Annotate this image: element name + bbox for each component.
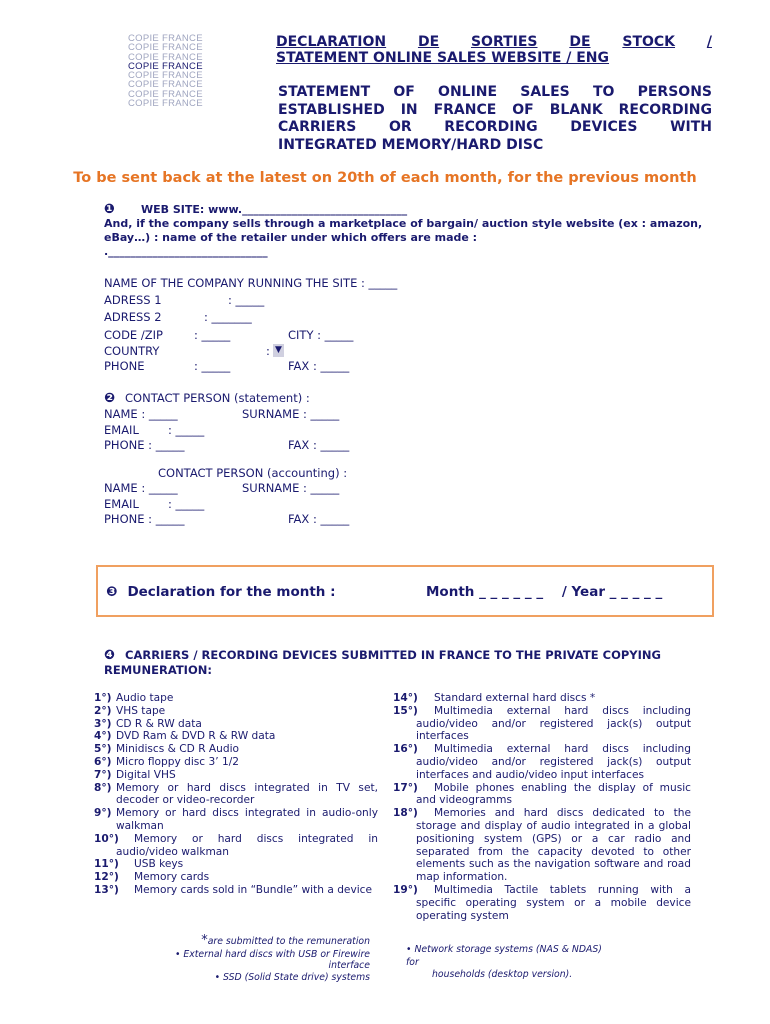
footnote-left [140, 935, 370, 984]
section-1-website [104, 203, 734, 259]
title-word: DECLARATION [276, 34, 387, 50]
accounting-name-field[interactable]: NAME : _____ [104, 481, 178, 495]
list-item [393, 743, 691, 781]
document-title [276, 34, 712, 66]
section-4-number: ❹ [104, 648, 116, 663]
item-number: 15°) [393, 704, 418, 717]
item-text: DVD Ram & DVD R & RW data [116, 730, 276, 743]
item-text: Audio tape [116, 692, 174, 704]
item-number: 12°) [94, 871, 119, 884]
title-word: DE [417, 34, 440, 50]
item-number: 8°) [94, 781, 112, 794]
logo-line: COPIE FRANCE [128, 42, 203, 54]
list-item [94, 807, 378, 833]
list-item [393, 782, 691, 808]
item-number: 16°) [393, 743, 418, 756]
item-number: 3°) [94, 717, 112, 730]
address1-field[interactable]: : _____ [228, 293, 265, 307]
country-dropdown[interactable]: ▼ [275, 345, 282, 355]
city-field[interactable]: CITY : _____ [288, 328, 354, 342]
item-text: Minidiscs & CD R Audio [116, 743, 240, 756]
item-number: 4°) [94, 730, 112, 743]
item-text: Micro floppy disc 3’ 1/2 [116, 755, 240, 768]
contact-name-field[interactable]: NAME : _____ [104, 407, 178, 421]
item-number: 9°) [94, 807, 112, 820]
marketplace-text: And, if the company sells through a marketplace of bargain/ auction style website (ex : amazon, eBay…) : name of the retailer under which offers are made : [104, 217, 703, 244]
contact-surname-field[interactable]: SURNAME : _____ [242, 407, 340, 421]
section-3-number: ❸ [106, 584, 118, 600]
zip-field[interactable]: : _____ [194, 328, 231, 342]
item-text: Mobile phones enabling the display of music and videogramms [416, 781, 691, 807]
item-text: Memory cards sold in “Bundle” with a device [134, 883, 373, 896]
list-item [393, 705, 691, 743]
contact-email-label: EMAIL [104, 423, 139, 437]
item-number: 17°) [393, 781, 418, 794]
item-number: 1°) [94, 692, 112, 704]
website-field[interactable]: WEB SITE: www.______________________________ [141, 203, 408, 216]
deadline-notice: To be sent back at the latest on 20th of each month, for the previous month [73, 170, 697, 186]
subtitle-line: CARRIERS OR RECORDING DEVICES WITH [278, 119, 712, 135]
accounting-fax-field[interactable]: FAX : _____ [288, 512, 350, 526]
item-number: 7°) [94, 768, 112, 781]
list-item [94, 705, 378, 718]
title-word: DE [569, 34, 591, 50]
item-text: Standard external hard discs * [434, 692, 596, 704]
logo-line: COPIE FRANCE [128, 33, 203, 44]
website-row [104, 203, 734, 217]
item-text: Multimedia external hard discs including audio/video and/or registered jack(s) output interfaces [416, 704, 691, 743]
item-number: 18°) [393, 807, 418, 820]
item-text: Memories and hard discs dedicated to the storage and display of audio integrated in a global positioning system (GPS) or a car radio and separated from the capacity devoted to other elements such as the navigation software and road map information. [416, 807, 691, 884]
contact-statement-heading [104, 391, 310, 406]
logo-line: COPIE FRANCE [128, 98, 203, 110]
accounting-email-label: EMAIL [104, 497, 139, 511]
list-item [94, 782, 378, 808]
item-text: USB keys [134, 858, 184, 871]
footnote-line: households (desktop version). [432, 969, 573, 980]
accounting-phone-field[interactable]: PHONE : _____ [104, 512, 185, 526]
list-item [94, 718, 378, 731]
item-number: 2°) [94, 704, 112, 717]
logo-line: COPIE FRANCE [128, 60, 203, 72]
logo-line: COPIE FRANCE [128, 88, 203, 100]
contact-fax-field[interactable]: FAX : _____ [288, 438, 350, 452]
item-text: Digital VHS [116, 768, 176, 781]
list-item [393, 884, 691, 922]
footnote-line [140, 935, 370, 949]
subtitle-line: INTEGRATED MEMORY/HARD DISC [278, 136, 544, 153]
item-number: 6°) [94, 755, 112, 768]
month-year-field[interactable]: Month _ _ _ _ _ _ / Year _ _ _ _ _ [426, 584, 663, 600]
title-word: STOCK [622, 34, 676, 50]
subtitle-line: ESTABLISHED IN FRANCE OF BLANK RECORDING [278, 101, 712, 118]
declaration-month-box [96, 565, 714, 617]
list-item [94, 769, 378, 782]
list-item [94, 833, 378, 859]
footnote-line: for [406, 956, 419, 968]
list-item [94, 743, 378, 756]
item-text: Memory or hard discs integrated in audio/video walkman [116, 832, 378, 858]
item-number: 19°) [393, 883, 418, 896]
logo-line: COPIE FRANCE [128, 79, 203, 91]
list-item [94, 756, 378, 769]
fax-field[interactable]: FAX : _____ [288, 359, 350, 373]
section-2-number: ❷ [104, 391, 116, 406]
logo-line: COPIE FRANCE [128, 70, 203, 82]
list-item [94, 871, 378, 884]
address2-label: ADRESS 2 [104, 310, 162, 324]
list-item [94, 858, 378, 871]
zip-label: CODE /ZIP [104, 328, 163, 342]
footnote-line: • SSD (Solid State drive) systems [214, 971, 370, 983]
contact-accounting-label: CONTACT PERSON (accounting) : [158, 466, 348, 480]
list-item [94, 730, 378, 743]
phone-field[interactable]: : _____ [194, 359, 231, 373]
phone-label: PHONE [104, 359, 145, 373]
footnote-line: • Network storage systems (NAS & NDAS) [406, 944, 602, 955]
footnote-text: are submitted to the remuneration [207, 936, 370, 947]
country-colon: : [266, 344, 270, 358]
item-text: VHS tape [116, 704, 166, 717]
copie-france-logo [128, 34, 203, 108]
document-subtitle [278, 84, 712, 154]
country-label: COUNTRY [104, 344, 160, 358]
marketplace-field[interactable]: ._____________________________ [104, 245, 268, 258]
accounting-surname-field[interactable]: SURNAME : _____ [242, 481, 340, 495]
contact-statement-label: CONTACT PERSON (statement) : [125, 391, 310, 405]
carriers-heading [104, 648, 704, 678]
declaration-text: Declaration for the month : [127, 584, 336, 600]
carriers-title: CARRIERS / RECORDING DEVICES SUBMITTED IN FRANCE TO THE PRIVATE COPYING REMUNERATION: [104, 648, 661, 677]
asterisk: * [201, 933, 208, 948]
company-name-field[interactable]: NAME OF THE COMPANY RUNNING THE SITE : _____ [104, 276, 398, 290]
item-text: Multimedia external hard discs including audio/video and/or registered jack(s) output interfaces and audio/video input interfaces [416, 743, 691, 781]
item-text: Memory or hard discs integrated in audio-only walkman [116, 807, 378, 832]
item-number: 13°) [94, 883, 119, 896]
subtitle-line: STATEMENT OF ONLINE SALES TO PERSONS [278, 84, 712, 100]
contact-phone-field[interactable]: PHONE : _____ [104, 438, 185, 452]
list-item [94, 692, 378, 705]
title-line-1 [276, 34, 712, 50]
item-number: 11°) [94, 858, 119, 871]
title-word: / [706, 34, 712, 50]
declaration-label [106, 584, 336, 600]
logo-line: COPIE FRANCE [128, 51, 203, 63]
address2-field[interactable]: : _______ [204, 310, 252, 324]
list-item [393, 692, 691, 705]
item-number: 10°) [94, 832, 119, 845]
item-number: 14°) [393, 692, 418, 704]
item-text: Memory or hard discs integrated in TV set, decoder or video-recorder [116, 781, 378, 807]
carriers-list-left [94, 692, 378, 897]
footnote-line: • External hard discs with USB or Firewire interface [174, 948, 370, 971]
address1-label: ADRESS 1 [104, 293, 162, 307]
list-item [393, 807, 691, 884]
list-item [94, 884, 378, 897]
accounting-email-field[interactable]: : _____ [168, 497, 205, 511]
item-text: Memory cards [134, 871, 210, 884]
item-number: 5°) [94, 743, 112, 756]
contact-email-field[interactable]: : _____ [168, 423, 205, 437]
item-text: CD R & RW data [116, 717, 202, 730]
title-line-2: STATEMENT ONLINE SALES WEBSITE / ENG [276, 50, 610, 66]
title-word: SORTIES [470, 34, 538, 50]
footnote-right [406, 944, 666, 982]
section-1-number: ❶ [104, 202, 116, 217]
carriers-list-right [393, 692, 691, 922]
item-text: Multimedia Tactile tablets running with a specific operating system or a mobile device operating system [416, 883, 691, 922]
